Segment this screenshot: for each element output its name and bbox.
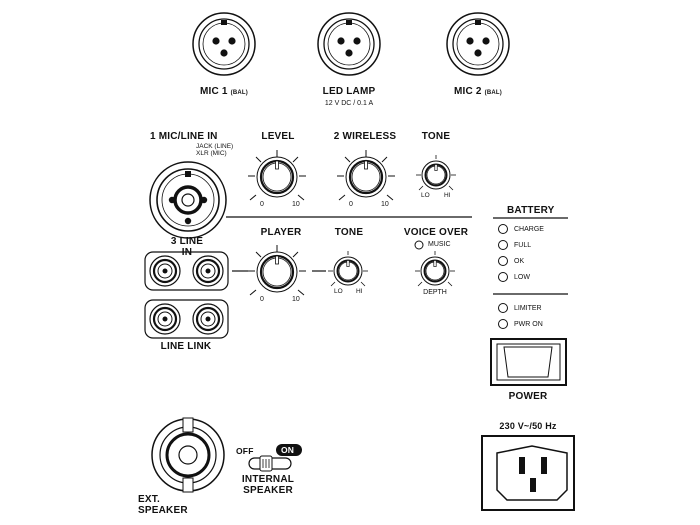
combo-jack-socket[interactable] [150, 162, 226, 238]
wireless-label: 2 WIRELESS [333, 131, 397, 142]
led-lamp-rating: 12 V DC / 0.1 A [324, 100, 374, 107]
mic1-label: MIC 1 (BAL) [200, 86, 248, 97]
led-indicator [498, 240, 508, 250]
tone2-label: TONE [334, 227, 364, 238]
led-indicator [498, 303, 508, 313]
player-min-tick: 0 [260, 296, 264, 303]
internal-speaker-slide-switch[interactable] [249, 456, 291, 471]
mic-line-in-label: 1 MIC/LINE IN [150, 131, 218, 142]
tone1-lo-tick: LO [421, 192, 430, 199]
power-rocker-switch[interactable] [491, 339, 566, 385]
player-label: PLAYER [260, 227, 302, 238]
music-label: MUSIC [428, 241, 451, 248]
led-lamp-xlr-socket[interactable] [318, 13, 380, 75]
mic2-xlr-socket[interactable] [447, 13, 509, 75]
switch-off-label: OFF [236, 446, 254, 456]
depth-knob[interactable] [415, 251, 455, 286]
mains-rating-label: 230 V~/50 Hz [499, 421, 557, 431]
level-label: LEVEL [261, 131, 295, 142]
voice-over-label: VOICE OVER [403, 227, 469, 238]
battery-label: BATTERY [507, 205, 555, 216]
led-indicator [498, 319, 508, 329]
depth-label: DEPTH [423, 289, 447, 296]
player-max-tick: 10 [292, 296, 300, 303]
line-link-label: LINE LINK [160, 341, 212, 352]
pwr-on-led: PWR ON [498, 319, 543, 329]
ext-speaker-label: EXT. SPEAKER [138, 494, 188, 516]
led-indicator [498, 224, 508, 234]
jack-line-note: JACK (LINE) [196, 143, 234, 150]
tone1-knob[interactable] [416, 155, 456, 190]
wireless-min-tick: 0 [349, 201, 353, 208]
led-lamp-label: LED LAMP [322, 86, 376, 97]
limiter-led: LIMITER [498, 303, 542, 313]
mic1-xlr-socket[interactable] [193, 13, 255, 75]
mic2-label: MIC 2 (BAL) [454, 86, 502, 97]
internal-speaker-label: INTERNAL SPEAKER [241, 474, 295, 496]
music-led-indicator [415, 241, 423, 249]
line-in-label: 3 LINE IN [170, 236, 204, 258]
battery-led-low: LOW [498, 272, 530, 282]
led-indicator [498, 256, 508, 266]
tone2-lo-tick: LO [334, 288, 343, 295]
line-link-rca-pair[interactable] [145, 300, 228, 338]
tone2-knob[interactable] [328, 251, 368, 286]
switch-on-label: ON [281, 445, 295, 455]
battery-led-charge: CHARGE [498, 224, 544, 234]
level-max-tick: 10 [292, 201, 300, 208]
battery-led-full: FULL [498, 240, 531, 250]
xlr-mic-note: XLR (MIC) [196, 150, 227, 157]
player-knob[interactable] [248, 245, 306, 295]
level-knob[interactable] [248, 150, 306, 200]
level-min-tick: 0 [260, 201, 264, 208]
wireless-max-tick: 10 [381, 201, 389, 208]
wireless-knob[interactable] [337, 150, 395, 200]
battery-led-ok: OK [498, 256, 524, 266]
ext-speaker-socket[interactable] [152, 418, 224, 492]
tone1-hi-tick: HI [444, 192, 451, 199]
tone2-hi-tick: HI [356, 288, 363, 295]
power-label: POWER [508, 391, 548, 402]
led-indicator [498, 272, 508, 282]
tone1-label: TONE [421, 131, 451, 142]
mains-power-socket[interactable] [482, 436, 574, 510]
